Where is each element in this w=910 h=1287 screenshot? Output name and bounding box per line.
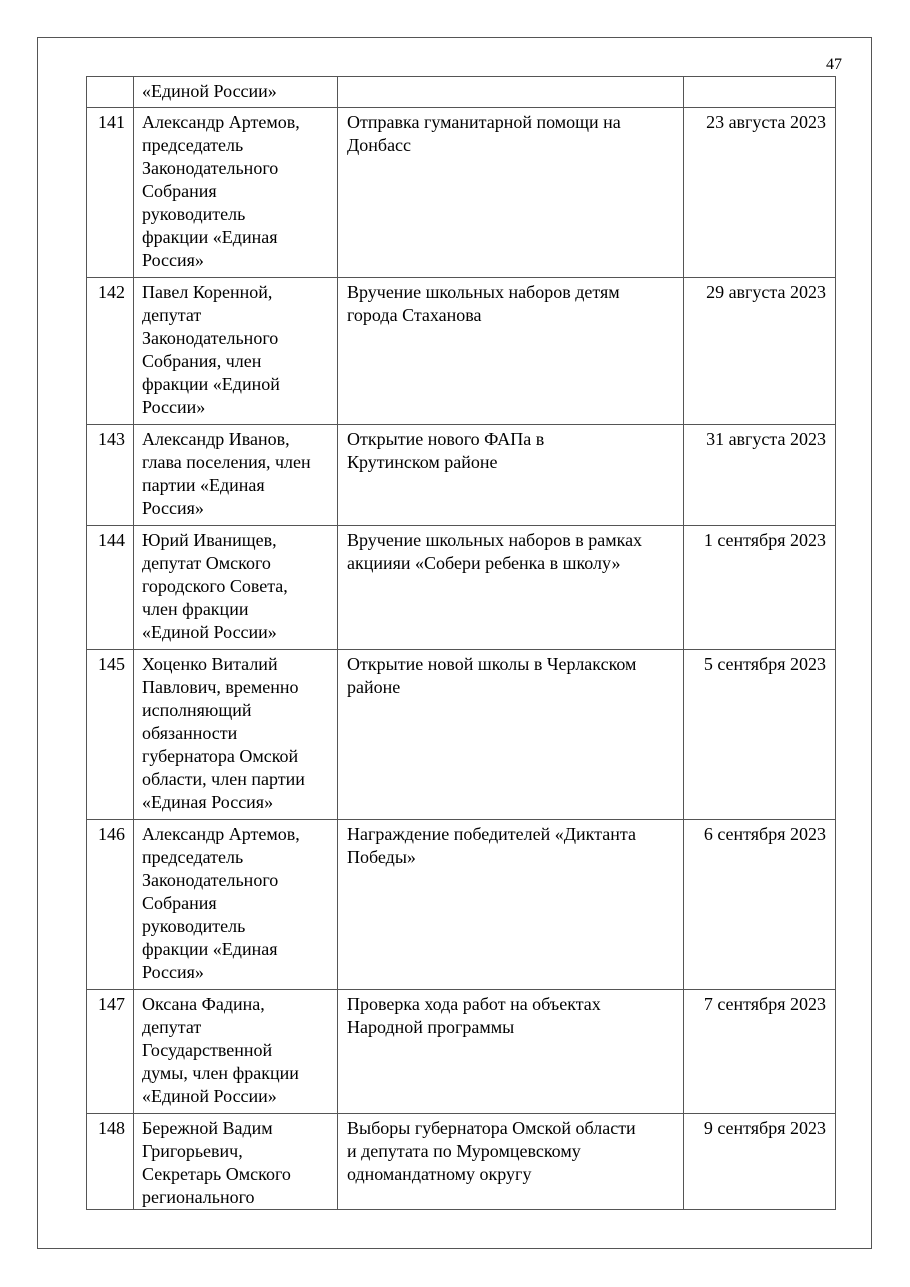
event-text-line: Проверка хода работ на объектах	[347, 994, 601, 1014]
event-cell	[338, 526, 684, 650]
row-number-cell: 141	[87, 108, 134, 278]
table-row	[87, 820, 836, 990]
participant-cell	[134, 820, 338, 990]
row-number-cell: 147	[87, 990, 134, 1114]
participant-cell	[134, 425, 338, 526]
row-number-cell: 145	[87, 650, 134, 820]
date-cell: 1 сентября 2023	[684, 526, 836, 650]
participant-text-line: «Единая Россия»	[142, 792, 274, 812]
participant-text-line: глава поселения, член	[142, 452, 311, 472]
event-text-line: Выборы губернатора Омской области	[347, 1118, 636, 1138]
participant-text-line: председатель	[142, 847, 244, 867]
date-cell: 29 августа 2023	[684, 278, 836, 425]
participant-text-line: Павел Коренной,	[142, 282, 273, 302]
participant-text-line: Законодательного	[142, 328, 279, 348]
event-text-line: Вручение школьных наборов детям	[347, 282, 620, 302]
participant-text-line: губернатора Омской	[142, 746, 299, 766]
table-row	[87, 1114, 836, 1210]
event-text-line: Народной программы	[347, 1017, 515, 1037]
participant-text-line: депутат	[142, 305, 202, 325]
table-body	[87, 77, 836, 1210]
table-row	[87, 108, 836, 278]
participant-text-line: фракции «Единая	[142, 227, 278, 247]
participant-cell	[134, 990, 338, 1114]
event-cell	[338, 425, 684, 526]
participant-text-line: Юрий Иванищев,	[142, 530, 277, 550]
participant-text-line: обязанности	[142, 723, 238, 743]
row-number-cell: 146	[87, 820, 134, 990]
row-number-cell: 143	[87, 425, 134, 526]
participant-cell	[134, 1114, 338, 1210]
row-number-cell	[87, 77, 134, 108]
participant-text-line: Собрания, член	[142, 351, 262, 371]
table-row	[87, 278, 836, 425]
participant-text-line: думы, член фракции	[142, 1063, 299, 1083]
event-cell	[338, 278, 684, 425]
event-cell	[338, 77, 684, 108]
participant-text-line: депутат	[142, 1017, 202, 1037]
date-cell: 5 сентября 2023	[684, 650, 836, 820]
participant-text-line: Оксана Фадина,	[142, 994, 265, 1014]
participant-text-line: Россия»	[142, 962, 204, 982]
table-row	[87, 526, 836, 650]
participant-text-line: Секретарь Омского	[142, 1164, 291, 1184]
participant-text-line: председатель	[142, 135, 244, 155]
date-cell: 6 сентября 2023	[684, 820, 836, 990]
date-cell: 31 августа 2023	[684, 425, 836, 526]
date-cell: 7 сентября 2023	[684, 990, 836, 1114]
event-cell	[338, 108, 684, 278]
events-table	[86, 76, 836, 1210]
event-text-line: Крутинском районе	[347, 452, 498, 472]
participant-text-line: Россия»	[142, 250, 204, 270]
event-text-line: Вручение школьных наборов в рамках	[347, 530, 643, 550]
participant-text-line: депутат Омского	[142, 553, 271, 573]
event-text-line: Донбасс	[347, 135, 412, 155]
participant-text-line: области, член партии	[142, 769, 305, 789]
participant-text-line: Законодательного	[142, 158, 279, 178]
participant-text-line: России»	[142, 397, 206, 417]
participant-text-line: Александр Артемов,	[142, 112, 300, 132]
event-cell	[338, 990, 684, 1114]
participant-text-line: регионального	[142, 1187, 255, 1207]
participant-cell	[134, 77, 338, 108]
event-text-line: акциияи «Собери ребенка в школу»	[347, 553, 621, 573]
participant-text-line: руководитель	[142, 204, 246, 224]
participant-text-line: Александр Артемов,	[142, 824, 300, 844]
table-row	[87, 990, 836, 1114]
participant-text-line: Собрания	[142, 181, 217, 201]
participant-cell	[134, 108, 338, 278]
event-cell	[338, 650, 684, 820]
participant-text-line: фракции «Единая	[142, 939, 278, 959]
participant-text-line: Александр Иванов,	[142, 429, 290, 449]
page-number: 47	[826, 56, 842, 73]
date-cell	[684, 77, 836, 108]
participant-text-line: фракции «Единой	[142, 374, 280, 394]
participant-text-line: «Единой России»	[142, 1086, 277, 1106]
participant-text-line: Григорьевич,	[142, 1141, 243, 1161]
participant-text-line: Павлович, временно	[142, 677, 299, 697]
participant-text-line: Законодательного	[142, 870, 279, 890]
date-cell: 9 сентября 2023	[684, 1114, 836, 1210]
event-text-line: и депутата по Муромцевскому	[347, 1141, 581, 1161]
participant-cell	[134, 526, 338, 650]
participant-text-line: Государственной	[142, 1040, 273, 1060]
event-text-line: Отправка гуманитарной помощи на	[347, 112, 621, 132]
event-text-line: Награждение победителей «Диктанта	[347, 824, 636, 844]
participant-text-line: городского Совета,	[142, 576, 288, 596]
row-number-cell: 144	[87, 526, 134, 650]
event-text-line: Открытие новой школы в Черлакском	[347, 654, 637, 674]
participant-text-line: руководитель	[142, 916, 246, 936]
participant-text-line: член фракции	[142, 599, 249, 619]
participant-text-line: исполняющий	[142, 700, 252, 720]
event-cell	[338, 820, 684, 990]
event-cell	[338, 1114, 684, 1210]
event-text-line: одномандатному округу	[347, 1164, 532, 1184]
participant-text-line: «Единой России»	[142, 622, 277, 642]
event-text-line: Победы»	[347, 847, 416, 867]
participant-cell	[134, 650, 338, 820]
row-number-cell: 148	[87, 1114, 134, 1210]
table-row	[87, 77, 836, 108]
participant-text-line: Бережной Вадим	[142, 1118, 273, 1138]
event-text-line: города Стаханова	[347, 305, 482, 325]
event-text-line: Открытие нового ФАПа в	[347, 429, 545, 449]
table-row	[87, 425, 836, 526]
date-cell: 23 августа 2023	[684, 108, 836, 278]
event-text-line: районе	[347, 677, 401, 697]
participant-text-line: Россия»	[142, 498, 204, 518]
row-number-cell: 142	[87, 278, 134, 425]
table-row	[87, 650, 836, 820]
participant-text-line: Хоценко Виталий	[142, 654, 278, 674]
participant-text-line: партии «Единая	[142, 475, 265, 495]
participant-cell	[134, 278, 338, 425]
participant-text-line: Собрания	[142, 893, 217, 913]
participant-text-line: «Единой России»	[142, 81, 277, 101]
